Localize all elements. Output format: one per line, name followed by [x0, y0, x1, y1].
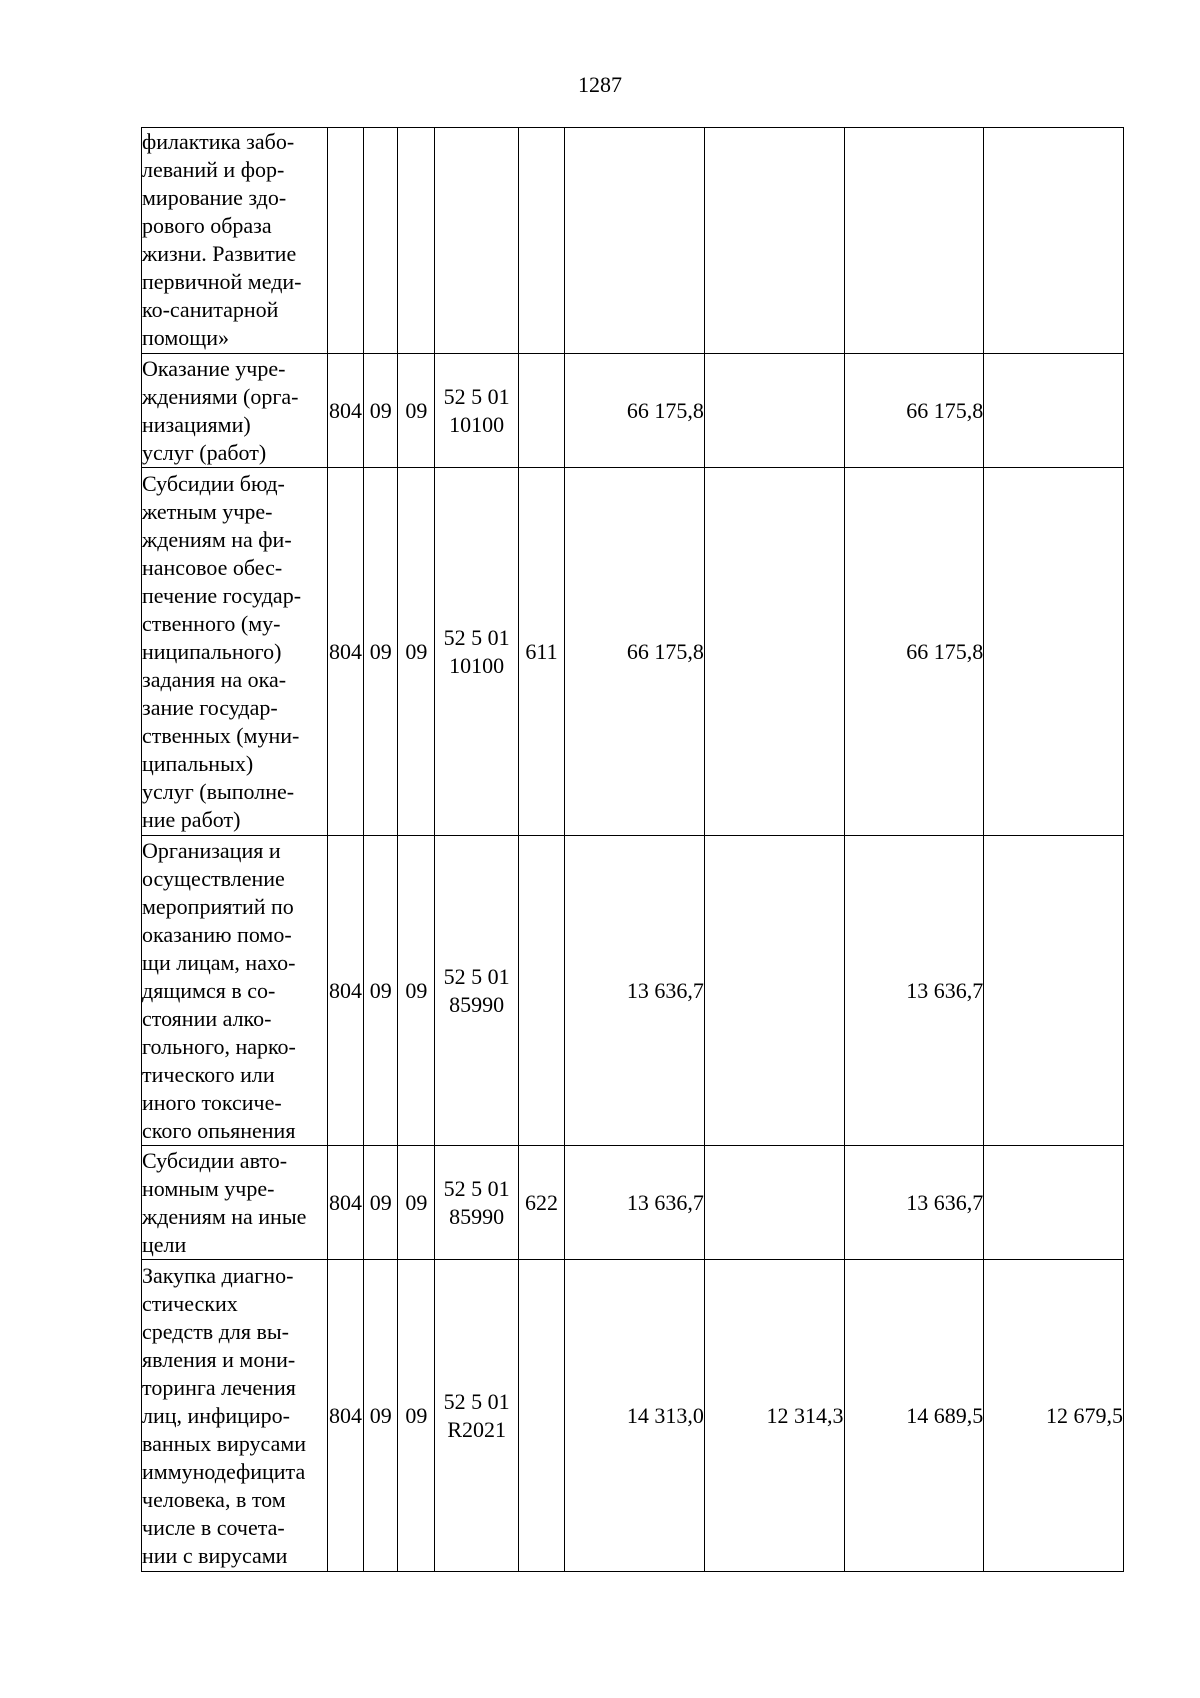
cell-subsection: 09: [398, 468, 435, 836]
cell-sum-2: [844, 128, 984, 354]
cell-sum-2: 66 175,8: [844, 468, 984, 836]
description-line: нансовое обес-: [142, 554, 283, 580]
cell-section: 09: [364, 354, 398, 468]
cell-sum-2-federal: [984, 128, 1124, 354]
description-line: ние работ): [142, 806, 241, 832]
description-line: ственных (муни-: [142, 722, 300, 748]
cell-section: [364, 128, 398, 354]
cell-sum-2: 13 636,7: [844, 1146, 984, 1260]
description-line: средств для вы-: [142, 1318, 289, 1344]
cell-subsection: [398, 128, 435, 354]
description-line: цели: [142, 1231, 187, 1257]
description-line: Субсидии авто-: [142, 1147, 288, 1173]
description-line: осуществление: [142, 865, 285, 891]
cell-sum-1-federal: [704, 836, 844, 1146]
cell-sum-1-federal: [704, 1146, 844, 1260]
cell-sum-2-federal: [984, 836, 1124, 1146]
description-line: первичной меди-: [142, 269, 302, 294]
cell-sum-1: 13 636,7: [565, 836, 705, 1146]
description-line: рового образа: [142, 213, 272, 238]
cell-sum-2: 66 175,8: [844, 354, 984, 468]
description-line: дящимся в со-: [142, 977, 276, 1003]
description-line: иммунодефицита: [142, 1458, 306, 1484]
cell-subsection: 09: [398, 354, 435, 468]
description-line: жизни. Развитие: [142, 241, 297, 266]
cell-ministry: 804: [327, 468, 363, 836]
cell-sum-2: 13 636,7: [844, 836, 984, 1146]
cell-section: 09: [364, 468, 398, 836]
cell-sum-1: 13 636,7: [565, 1146, 705, 1260]
description-line: числе в сочета-: [142, 1514, 285, 1540]
cell-expense-type: [518, 1260, 564, 1572]
cell-subsection: 09: [398, 836, 435, 1146]
description-line: услуг (работ): [142, 439, 267, 465]
cell-description: [142, 354, 328, 468]
table-row: [142, 1146, 1124, 1260]
cell-target-article: [435, 128, 518, 354]
cell-target-article: 52 5 01 10100: [435, 468, 518, 836]
cell-ministry: 804: [327, 836, 363, 1146]
description-line: ципальных): [142, 750, 254, 776]
cell-sum-1: 14 313,0: [565, 1260, 705, 1572]
cell-section: 09: [364, 1146, 398, 1260]
cell-sum-2-federal: 12 679,5: [984, 1260, 1124, 1572]
description-line: ванных вирусами: [142, 1430, 307, 1456]
description-line: ждениям на иные: [142, 1203, 307, 1229]
description-line: низациями): [142, 411, 251, 437]
cell-ministry: [327, 128, 363, 354]
description-line: Закупка диагно-: [142, 1262, 294, 1288]
cell-description: [142, 1260, 328, 1572]
description-line: номным учре-: [142, 1175, 275, 1201]
description-line: мероприятий по: [142, 893, 294, 919]
cell-target-article: 52 5 01 R2021: [435, 1260, 518, 1572]
description-line: зание государ-: [142, 694, 278, 720]
cell-sum-1-federal: [704, 128, 844, 354]
description-line: лиц, инфициро-: [142, 1402, 290, 1428]
description-line: помощи»: [142, 325, 229, 350]
description-line: услуг (выполне-: [142, 778, 295, 804]
description-line: леваний и фор-: [142, 157, 285, 182]
description-line: филактика забо-: [142, 129, 295, 154]
description-line: Организация и: [142, 837, 281, 863]
description-line: задания на ока-: [142, 666, 287, 692]
cell-target-article: 52 5 01 85990: [435, 836, 518, 1146]
description-line: печение государ-: [142, 582, 302, 608]
cell-target-article: 52 5 01 10100: [435, 354, 518, 468]
cell-sum-1-federal: [704, 354, 844, 468]
cell-subsection: 09: [398, 1260, 435, 1572]
description-line: оказанию помо-: [142, 921, 292, 947]
description-line: ко-санитарной: [142, 297, 279, 322]
description-line: явления и мони-: [142, 1346, 296, 1372]
page-number: 1287: [578, 72, 622, 97]
description-line: нии с вирусами: [142, 1542, 288, 1568]
cell-description: [142, 1146, 328, 1260]
description-line: ственного (му-: [142, 610, 281, 636]
cell-expense-type: [518, 836, 564, 1146]
description-line: жетным учре-: [142, 498, 273, 524]
description-line: торинга лечения: [142, 1374, 296, 1400]
cell-sum-2-federal: [984, 354, 1124, 468]
cell-target-article: 52 5 01 85990: [435, 1146, 518, 1260]
table-row: [142, 1260, 1124, 1572]
description-line: ского опьянения: [142, 1117, 296, 1143]
description-line: Оказание учре-: [142, 355, 286, 381]
cell-expense-type: 611: [518, 468, 564, 836]
description-line: ждениям на фи-: [142, 526, 292, 552]
description-line: тического или: [142, 1061, 275, 1087]
description-line: мирование здо-: [142, 185, 287, 210]
cell-sum-1-federal: [704, 468, 844, 836]
cell-description: [142, 128, 328, 354]
cell-sum-1: [565, 128, 705, 354]
cell-sum-1: 66 175,8: [565, 468, 705, 836]
budget-table: [141, 127, 1124, 1572]
cell-expense-type: [518, 354, 564, 468]
cell-section: 09: [364, 1260, 398, 1572]
cell-sum-1-federal: 12 314,3: [704, 1260, 844, 1572]
table-body: [142, 128, 1124, 1572]
description-line: ждениями (орга-: [142, 383, 299, 409]
description-line: гольного, нарко-: [142, 1033, 296, 1059]
description-line: стоянии алко-: [142, 1005, 272, 1031]
cell-description: [142, 468, 328, 836]
cell-ministry: 804: [327, 1260, 363, 1572]
cell-sum-1: 66 175,8: [565, 354, 705, 468]
description-line: щи лицам, нахо-: [142, 949, 296, 975]
cell-sum-2: 14 689,5: [844, 1260, 984, 1572]
cell-description: [142, 836, 328, 1146]
cell-section: 09: [364, 836, 398, 1146]
description-line: Субсидии бюд-: [142, 470, 285, 496]
cell-expense-type: [518, 128, 564, 354]
cell-sum-2-federal: [984, 468, 1124, 836]
table-row: [142, 468, 1124, 836]
table-row: [142, 128, 1124, 354]
description-line: ниципального): [142, 638, 282, 664]
description-line: стических: [142, 1290, 238, 1316]
cell-expense-type: 622: [518, 1146, 564, 1260]
description-line: человека, в том: [142, 1486, 286, 1512]
table-row: [142, 836, 1124, 1146]
table-row: [142, 354, 1124, 468]
cell-ministry: 804: [327, 354, 363, 468]
cell-sum-2-federal: [984, 1146, 1124, 1260]
cell-subsection: 09: [398, 1146, 435, 1260]
description-line: иного токсиче-: [142, 1089, 282, 1115]
cell-ministry: 804: [327, 1146, 363, 1260]
